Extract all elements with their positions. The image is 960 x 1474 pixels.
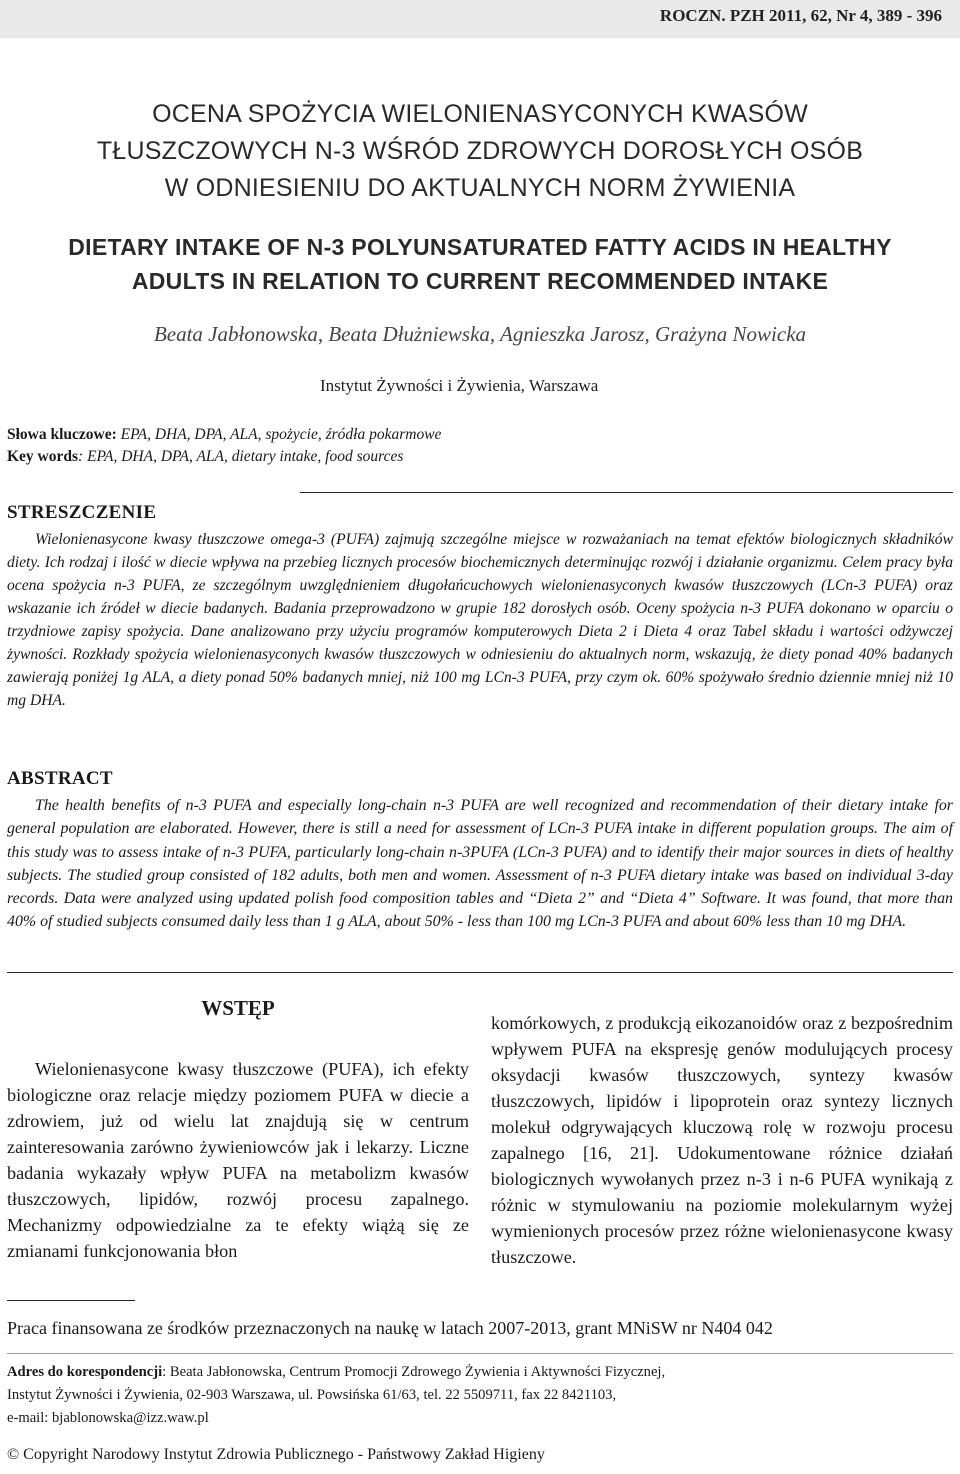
wstep-right-column: komórkowych, z produkcją eikozanoidów oraz z bezpośrednim wpływem PUFA na ekspresję genów modulujących procesy oksydacji kwasów tłuszczowych, syntezy kwasów tłuszczowych, lipidów i lipoprotein oraz syntezy licznych molekuł odgrywających kluczową rolę w rozwoju procesu zapalnego [16, 21]. Udokumentowane różnice działań biologicznych wywołanych przez n-3 i n-6 PUFA wynikają z różnic w stymulowaniu na poziomie molekularnym wyżej wymienionych procesów przez różne wielonienasycone kwasy tłuszczowe. [491, 1013, 953, 1267]
title-en-line: ADULTS IN RELATION TO CURRENT RECOMMENDED INTAKE [131, 268, 829, 294]
keywords-pl [7, 424, 441, 446]
title-english [0, 230, 960, 298]
title-polish [0, 96, 960, 207]
keywords-en-label: Key words [7, 448, 79, 465]
streszczenie-text [7, 528, 953, 712]
keywords-en [7, 446, 441, 468]
abstract-text [7, 794, 953, 934]
title-en-line: DIETARY INTAKE OF N-3 POLYUNSATURATED FATTY ACIDS IN HEALTHY [68, 234, 892, 260]
funding-note: Praca finansowana ze środków przeznaczonych na naukę w latach 2007-2013, grant MNiSW nr N404 042 [7, 1318, 773, 1338]
keywords-pl-value: EPA, DHA, DPA, ALA, spożycie, źródła pokarmowe [116, 426, 442, 443]
keywords-en-value: : EPA, DHA, DPA, ALA, dietary intake, food sources [78, 448, 404, 465]
section-rule [7, 972, 953, 973]
title-pl-line: TŁUSZCZOWYCH N-3 WŚRÓD ZDROWYCH DOROSŁYCH OSÓB [96, 137, 864, 165]
copyright-notice: © Copyright Narodowy Instytut Zdrowia Publicznego - Państwowy Zakład Higieny [7, 1446, 545, 1463]
title-pl-line: W ODNIESIENIU DO AKTUALNYCH NORM ŻYWIENIA [164, 174, 796, 202]
address-line: Instytut Żywności i Żywienia, 02-903 Warszawa, ul. Powsińska 61/63, tel. 22 5509711, fax 22 8421103, [7, 1387, 617, 1403]
journal-header-bar [0, 0, 960, 38]
wstep-heading: WSTĘP [201, 996, 275, 1020]
author-list: Beata Jabłonowska, Beata Dłużniewska, Agnieszka Jarosz, Grażyna Nowicka [153, 322, 807, 346]
section-rule [300, 492, 953, 493]
address-label: Adres do korespondencji [7, 1364, 163, 1380]
wstep-left-column [7, 1056, 469, 1264]
address-line [7, 1361, 665, 1384]
footnote-rule [7, 1300, 135, 1301]
affiliation: Instytut Żywności i Żywienia, Warszawa [320, 376, 599, 395]
streszczenie-heading: STRESZCZENIE [7, 502, 157, 523]
abstract-body: The health benefits of n-3 PUFA and especially long-chain n-3 PUFA are well recognized and recommendation of their dietary intake for general population are elaborated. However, there is still a need for assessment of LCn-3 PUFA intake in different population groups. The aim of this study was to assess intake of n-3 PUFA, particularly long-chain n-3PUFA (LCn-3 PUFA) and to identify their major sources in diets of healthy subjects. The studied group consisted of 182 adults, both men and women. Assessment of n-3 PUFA dietary intake was based on individual 3-day records. Data were analyzed using updated polish food composition tables and “Dieta 2” and “Dieta 4” Software. It was found, that more than 40% of studied subjects consumed daily less than 1 g ALA, about 50% - less than 100 mg LCn-3 PUFA and about 60% less than 10 mg DHA. [7, 797, 953, 931]
address-text: : Beata Jabłonowska, Centrum Promocji Zdrowego Żywienia i Aktywności Fizycznej, [162, 1364, 666, 1380]
wstep-left-text: Wielonienasycone kwasy tłuszczowe (PUFA), ich efekty biologiczne oraz relacje między poziomem PUFA w diecie a zdrowiem, już od wielu lat znajdują się w centrum zainteresowania zarówno żywieniowców jak i lekarzy. Liczne badania wykazały wpływ PUFA na metabolizm kwasów tłuszczowych, lipidów, rozwój procesu zapalnego. Mechanizmy odpowiedzialne za te efekty wiążą się ze zmianami funkcjonowania błon [7, 1059, 469, 1261]
title-pl-line: OCENA SPOŻYCIA WIELONIENASYCONYCH KWASÓW [152, 100, 808, 128]
abstract-heading: ABSTRACT [7, 768, 113, 789]
correspondence-address [7, 1361, 665, 1430]
keywords-pl-label: Słowa kluczowe: [7, 426, 117, 443]
separator-rule [7, 1353, 953, 1354]
journal-reference: ROCZN. PZH 2011, 62, Nr 4, 389 - 396 [659, 6, 942, 25]
streszczenie-body: Wielonienasycone kwasy tłuszczowe omega-3 (PUFA) zajmują szczególne miejsce w rozważaniach na temat efektów biologicznych składników diety. Ich rodzaj i ilość w diecie wpływa na przebieg licznych procesów biochemicznych determinując rozwój i działanie organizmu. Celem pracy była ocena spożycia n-3 PUFA, ze szczególnym uwzględnieniem długołańcuchowych wielonienasyconych kwasów tłuszczowych (LCn-3 PUFA) oraz wskazanie ich źródeł w diecie badanych. Badania przeprowadzono w grupie 182 dorosłych osób. Oceny spożycia n-3 PUFA dokonano w oparciu o trzydniowe zapisy spożycia. Dane analizowano przy użyciu programów komputerowych Dieta 2 i Dieta 4 oraz Tabel składu i wartości odżywczej żywności. Rozkłady spożycia wielonienasyconych kwasów tłuszczowych w odniesieniu do aktualnych norm, wskazują, że diety ponad 40% badanych zawierają poniżej 1g ALA, a diety ponad 50% badanych mniej, niż 100 mg LCn-3 PUFA, przy czym ok. 60% spożywało średnio dziennie mniej niż 10 mg DHA. [7, 531, 953, 709]
keywords-block [7, 424, 441, 468]
address-email: e-mail: bjablonowska@izz.waw.pl [7, 1410, 209, 1426]
